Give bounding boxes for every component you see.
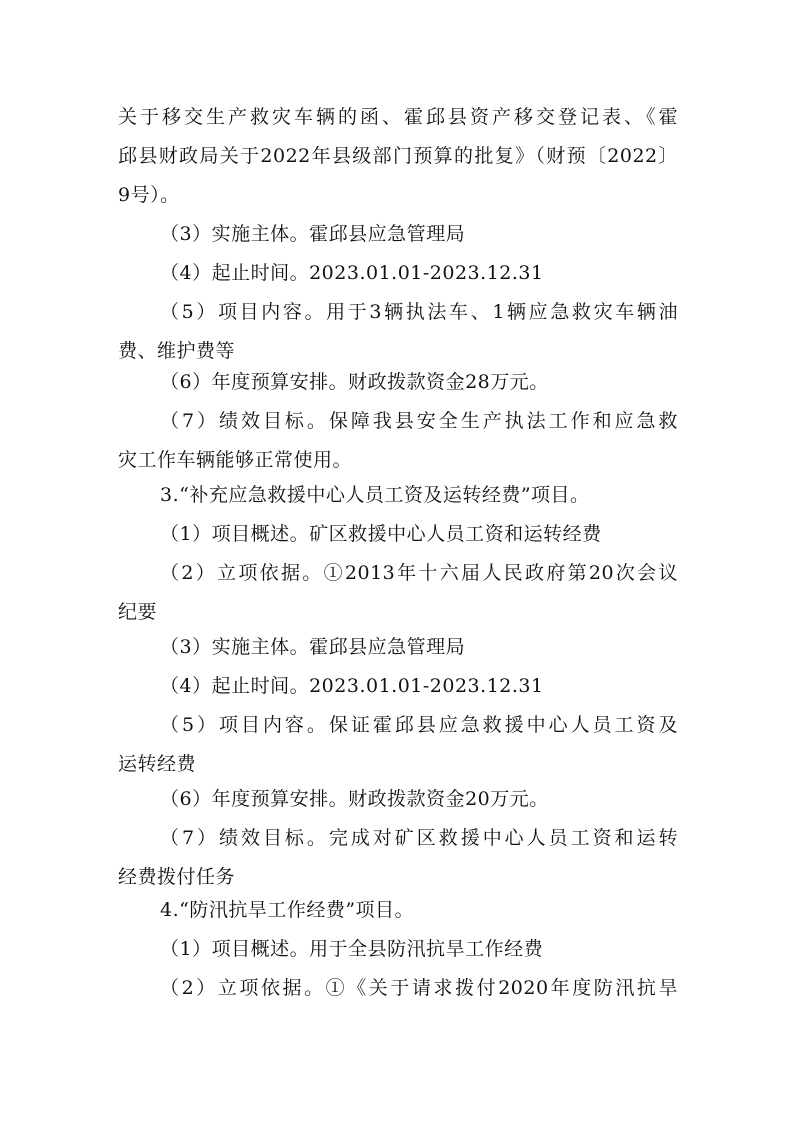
text-line: 纪要	[118, 601, 158, 623]
text-line: （2）立项依据。①2013年十六届人民政府第20次会议	[160, 562, 678, 584]
text-line: （2）立项依据。①《关于请求拨付2020年度防汛抗旱	[160, 977, 678, 999]
text-line: （1）项目概述。矿区救援中心人员工资和运转经费	[160, 523, 602, 545]
text-line: 邱县财政局关于2022年县级部门预算的批复》（财预〔2022〕	[118, 145, 678, 167]
text-line: 运转经费	[118, 753, 197, 775]
text-line: 费、维护费等	[118, 340, 236, 362]
text-line: （4）起止时间。2023.01.01-2023.12.31	[160, 262, 544, 284]
text-line: （3）实施主体。霍邱县应急管理局	[160, 636, 466, 658]
text-line: （7）绩效目标。完成对矿区救援中心人员工资和运转	[160, 827, 678, 849]
text-line: 4.“防汛抗旱工作经费”项目。	[160, 899, 415, 921]
text-line: （7）绩效目标。保障我县安全生产执法工作和应急救	[160, 410, 678, 432]
text-line: 3.“补充应急救援中心人员工资及运转经费”项目。	[160, 484, 590, 506]
text-line: （6）年度预算安排。财政拨款资金28万元。	[160, 371, 549, 393]
text-line: （4）起止时间。2023.01.01-2023.12.31	[160, 675, 544, 697]
text-line: （6）年度预算安排。财政拨款资金20万元。	[160, 788, 549, 810]
text-line: 经费拨付任务	[118, 866, 236, 888]
text-line: 关于移交生产救灾车辆的函、霍邱县资产移交登记表、《霍	[118, 106, 678, 128]
text-line: （1）项目概述。用于全县防汛抗旱工作经费	[160, 938, 544, 960]
text-line: （5）项目内容。用于3辆执法车、1辆应急救灾车辆油	[160, 301, 678, 323]
text-line: （3）实施主体。霍邱县应急管理局	[160, 223, 466, 245]
text-line: 9号）。	[118, 184, 180, 206]
text-line: 灾工作车辆能够正常使用。	[118, 449, 353, 471]
text-line: （5）项目内容。保证霍邱县应急救援中心人员工资及	[160, 714, 678, 736]
